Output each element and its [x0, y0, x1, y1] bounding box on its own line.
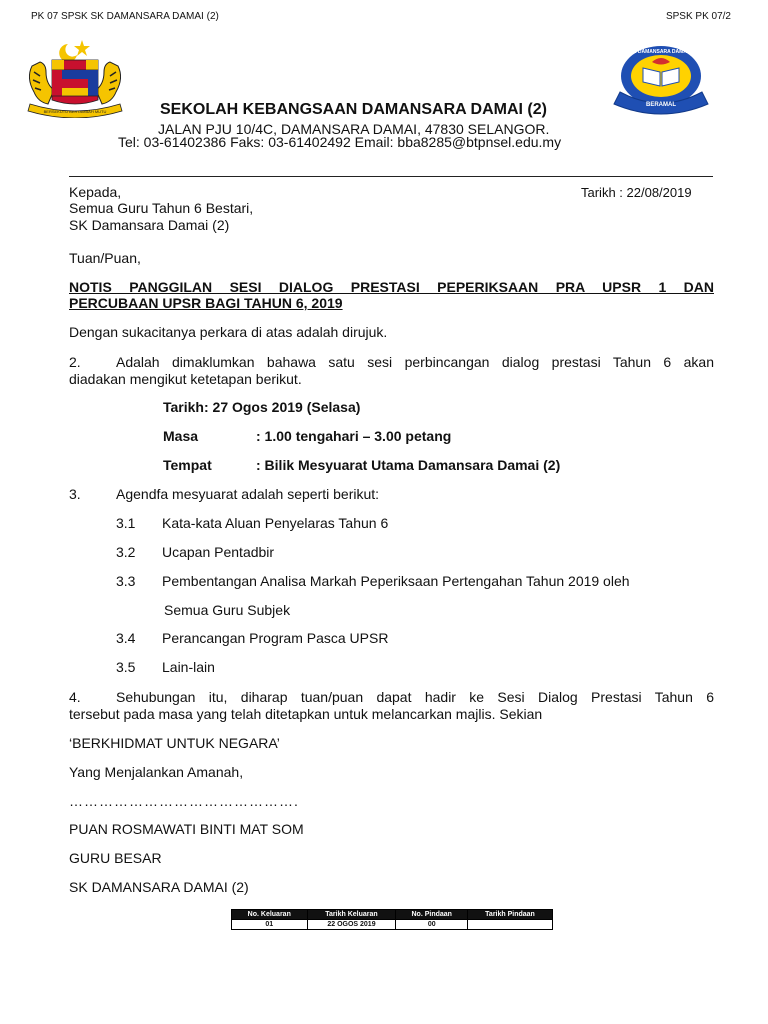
table-header: Tarikh Pindaan: [468, 910, 553, 920]
recipient-line-1: Kepada,: [69, 184, 122, 200]
agenda-item-text-continued: Semua Guru Subjek: [164, 602, 291, 618]
meeting-time-value: : 1.00 tengahari – 3.00 petang: [256, 428, 452, 444]
agenda-item-number: 3.4: [116, 630, 136, 646]
salutation: Tuan/Puan,: [69, 250, 141, 266]
para-2-line-1: Adalah dimaklumkan bahawa satu sesi perbincangan dialog prestasi Tahun 6 akan: [116, 354, 714, 370]
signatory-name: PUAN ROSMAWATI BINTI MAT SOM: [69, 821, 304, 837]
table-cell: [468, 920, 553, 930]
signature-line: ……………………………………….: [69, 793, 299, 809]
agenda-item-number: 3.3: [116, 573, 136, 589]
document-control-table: [231, 909, 553, 930]
table-header: No. Keluaran: [232, 910, 308, 920]
header-divider: [69, 176, 713, 177]
para-4-line-2: tersebut pada masa yang telah ditetapkan untuk melancarkan majlis. Sekian: [69, 706, 543, 722]
para-3-text: Agendfa mesyuarat adalah seperti berikut:: [116, 486, 380, 502]
school-name: SEKOLAH KEBANGSAAN DAMANSARA DAMAI (2): [160, 101, 547, 118]
document-reference-left: PK 07 SPSK SK DAMANSARA DAMAI (2): [31, 11, 219, 22]
agenda-item-text: Kata-kata Aluan Penyelaras Tahun 6: [162, 515, 389, 531]
table-cell: 00: [396, 920, 468, 930]
para-4-line-1: Sehubungan itu, diharap tuan/puan dapat hadir ke Sesi Dialog Prestasi Tahun 6: [116, 689, 714, 705]
table-header: Tarikh Keluaran: [307, 910, 396, 920]
school-contact: Tel: 03-61402386 Faks: 03-61402492 Email: bba8285@btpnsel.edu.my: [118, 134, 562, 150]
recipient-line-2: Semua Guru Tahun 6 Bestari,: [69, 200, 254, 216]
logo-banner-text: BERAMAL: [646, 102, 676, 108]
meeting-date: Tarikh: 27 Ogos 2019 (Selasa): [163, 399, 361, 415]
para-2-number: 2.: [69, 354, 81, 370]
agenda-item-text: Perancangan Program Pasca UPSR: [162, 630, 389, 646]
table-cell: 01: [232, 920, 308, 930]
agenda-item-number: 3.5: [116, 659, 136, 675]
document-reference-right: SPSK PK 07/2: [665, 11, 731, 22]
para-4-number: 4.: [69, 689, 81, 705]
closing-regards: Yang Menjalankan Amanah,: [69, 764, 244, 780]
meeting-time-label: Masa: [163, 428, 199, 444]
school-address: JALAN PJU 10/4C, DAMANSARA DAMAI, 47830 SELANGOR.: [158, 121, 550, 137]
meeting-venue-value: : Bilik Mesyuarat Utama Damansara Damai (2): [256, 457, 561, 473]
table-header: No. Pindaan: [396, 910, 468, 920]
agenda-item-text: Pembentangan Analisa Markah Peperiksaan Pertengahan Tahun 2019 oleh: [162, 573, 630, 589]
crest-motto: BERSEKUTU BERTAMBAH MUTU: [43, 109, 107, 114]
recipient-line-3: SK Damansara Damai (2): [69, 217, 230, 233]
intro-paragraph: Dengan sukacitanya perkara di atas adalah dirujuk.: [69, 324, 388, 340]
table-cell: 22 OGOS 2019: [307, 920, 396, 930]
table-row: [232, 920, 553, 930]
logo-ring-text: SK DAMANSARA DAMAI 2: [629, 49, 693, 55]
subject-line-1: NOTIS PANGGILAN SESI DIALOG PRESTASI PEPERIKSAAN PRA UPSR 1 DAN: [69, 279, 714, 295]
letter-date: Tarikh : 22/08/2019: [581, 185, 692, 200]
agenda-item-text: Ucapan Pentadbir: [162, 544, 275, 560]
national-crest-logo: [22, 36, 128, 118]
signatory-title: GURU BESAR: [69, 850, 162, 866]
agenda-item-number: 3.1: [116, 515, 136, 531]
closing-motto: ‘BERKHIDMAT UNTUK NEGARA’: [69, 735, 280, 751]
school-logo: [612, 42, 710, 116]
agenda-item-text: Lain-lain: [162, 659, 215, 675]
subject-line-2: PERCUBAAN UPSR BAGI TAHUN 6, 2019: [69, 295, 343, 311]
signatory-school: SK DAMANSARA DAMAI (2): [69, 879, 249, 895]
para-2-line-2: diadakan mengikut ketetapan berikut.: [69, 371, 302, 387]
para-3-number: 3.: [69, 486, 81, 502]
meeting-venue-label: Tempat: [163, 457, 212, 473]
agenda-item-number: 3.2: [116, 544, 136, 560]
